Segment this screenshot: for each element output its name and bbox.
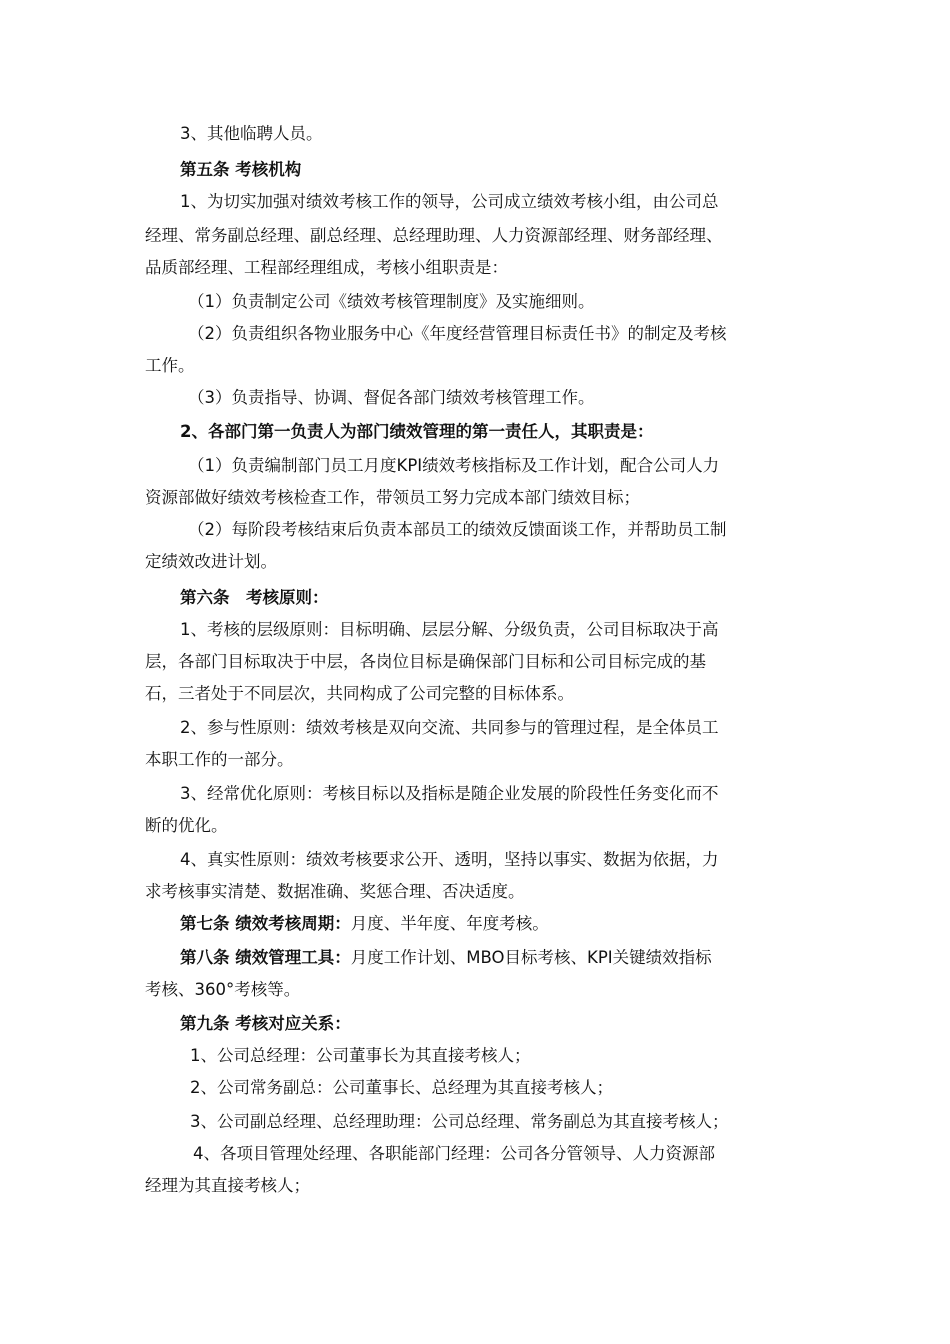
- text-line: 3、经常优化原则：考核目标以及指标是随企业发展的阶段性任务变化而不: [180, 784, 719, 803]
- text-line: 考核、360°考核等。: [145, 980, 301, 999]
- text-line: 定绩效改进计划。: [145, 552, 277, 571]
- text-line: （1）负责制定公司《绩效考核管理制度》及实施细则。: [188, 292, 595, 311]
- text-line: 断的优化。: [145, 816, 228, 835]
- text-line: 石，三者处于不同层次，共同构成了公司完整的目标体系。: [145, 684, 574, 703]
- section-heading: 2、各部门第一负责人为部门绩效管理的第一责任人，其职责是：: [180, 422, 654, 441]
- text-line: 经理为其直接考核人；: [145, 1176, 310, 1195]
- text-line: （2）负责组织各物业服务中心《年度经营管理目标责任书》的制定及考核: [188, 324, 727, 343]
- text-line: 1、公司总经理：公司董事长为其直接考核人；: [190, 1046, 531, 1065]
- text-line: （1）负责编制部门员工月度KPI绩效考核指标及工作计划，配合公司人力: [188, 456, 720, 475]
- text-line: 工作。: [145, 356, 195, 375]
- text-line: 2、参与性原则：绩效考核是双向交流、共同参与的管理过程，是全体员工: [180, 718, 719, 737]
- text-line: 1、考核的层级原则：目标明确、层层分解、分级负责，公司目标取决于高: [180, 620, 719, 639]
- text-line: 层，各部门目标取决于中层，各岗位目标是确保部门目标和公司目标完成的基: [145, 652, 706, 671]
- text-line: 4、各项目管理处经理、各职能部门经理：公司各分管领导、人力资源部: [193, 1144, 715, 1163]
- text-line: 第七条 绩效考核周期：月度、半年度、年度考核。: [180, 914, 549, 933]
- text-line: 求考核事实清楚、数据准确、奖惩合理、否决适度。: [145, 882, 525, 901]
- text-line: （2）每阶段考核结束后负责本部员工的绩效反馈面谈工作，并帮助员工制: [188, 520, 727, 539]
- text-line: 资源部做好绩效考核检查工作，带领员工努力完成本部门绩效目标；: [145, 488, 640, 507]
- text-line: 品质部经理、工程部经理组成，考核小组职责是：: [145, 258, 508, 277]
- section-heading: 第六条 考核原则：: [180, 588, 329, 607]
- section-heading: 第五条 考核机构: [180, 160, 302, 179]
- text-line: 4、真实性原则：绩效考核要求公开、透明，坚持以事实、数据为依据，力: [180, 850, 719, 869]
- text-line: 第八条 绩效管理工具：月度工作计划、MBO目标考核、KPI关键绩效指标: [180, 948, 712, 967]
- text-line: 3、其他临聘人员。: [180, 124, 323, 143]
- text-line: 经理、常务副总经理、副总经理、总经理助理、人力资源部经理、财务部经理、: [145, 226, 723, 245]
- section-heading: 第九条 考核对应关系：: [180, 1014, 351, 1033]
- text-line: 3、公司副总经理、总经理助理：公司总经理、常务副总为其直接考核人；: [190, 1112, 729, 1131]
- text-line: 1、为切实加强对绩效考核工作的领导，公司成立绩效考核小组，由公司总: [180, 192, 719, 211]
- text-line: 2、公司常务副总：公司董事长、总经理为其直接考核人；: [190, 1078, 613, 1097]
- text-line: （3）负责指导、协调、督促各部门绩效考核管理工作。: [188, 388, 595, 407]
- text-line: 本职工作的一部分。: [145, 750, 294, 769]
